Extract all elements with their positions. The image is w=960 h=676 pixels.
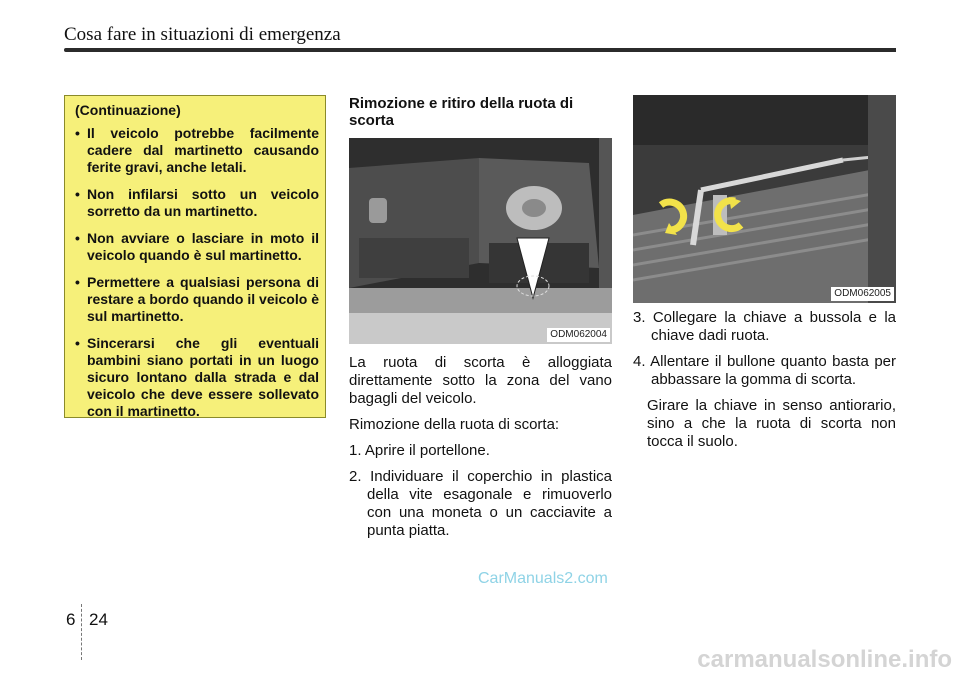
warning-item: • Sincerarsi che gli eventuali bambini siano portati in un luogo sicuro lontano dalla strada e dal veicolo che deve essere sollevato con il martinetto. [75, 335, 319, 420]
warning-item: • Permettere a qualsiasi persona di restare a bordo quando il veicolo è sul martinetto. [75, 274, 319, 325]
column-2 [349, 95, 612, 548]
warning-item: • Non infilarsi sotto un veicolo sorretto da un martinetto. [75, 186, 319, 220]
warning-continuation: (Continuazione) [75, 102, 181, 118]
image-code: ODM062005 [831, 287, 894, 301]
warning-item: • Il veicolo potrebbe facilmente cadere dal martinetto causando ferite gravi, anche letali. [75, 125, 319, 176]
image-code: ODM062004 [547, 328, 610, 342]
step-3: 3. Collegare la chiave a bussola e la chiave dadi ruota. [633, 309, 896, 344]
header-rule [64, 48, 896, 52]
warning-item: • Non avviare o lasciare in moto il veicolo quando è sul martinetto. [75, 230, 319, 264]
removal-label: Rimozione della ruota di scorta: [349, 416, 560, 433]
trunk-photo [349, 138, 612, 344]
trunk-illustration [349, 138, 612, 344]
intro-text: La ruota di scorta è alloggiata direttamente sotto la zona del vano bagagli del veicolo. [349, 354, 612, 407]
step-4-detail: Girare la chiave in senso antiorario, sino a che la ruota di scorta non tocca il suolo. [647, 397, 896, 450]
step-2: 2. Individuare il coperchio in plastica della vite esagonale e rimuoverlo con una moneta o un cacciavite a punta piatta. [349, 468, 612, 539]
page-separator [81, 604, 83, 660]
watermark-carmanuals2[interactable]: CarManuals2.com [478, 570, 608, 587]
page-number [66, 610, 108, 630]
step-4: 4. Allentare il bullone quanto basta per abbassare la gomma di scorta. [633, 353, 896, 388]
page-number-value: 24 [89, 610, 108, 629]
column-3 [633, 95, 896, 459]
step-1: 1. Aprire il portellone. [349, 442, 490, 459]
watermark-carmanualsonline[interactable]: carmanualsonline.info [697, 646, 952, 673]
wrench-illustration [633, 95, 896, 303]
warning-box [64, 95, 326, 418]
chapter-number: 6 [66, 610, 76, 629]
wrench-photo [633, 95, 896, 303]
header-title: Cosa fare in situazioni di emergenza [64, 24, 341, 45]
warning-list [75, 125, 319, 420]
section-title: Rimozione e ritiro della ruota di scorta [349, 95, 574, 129]
